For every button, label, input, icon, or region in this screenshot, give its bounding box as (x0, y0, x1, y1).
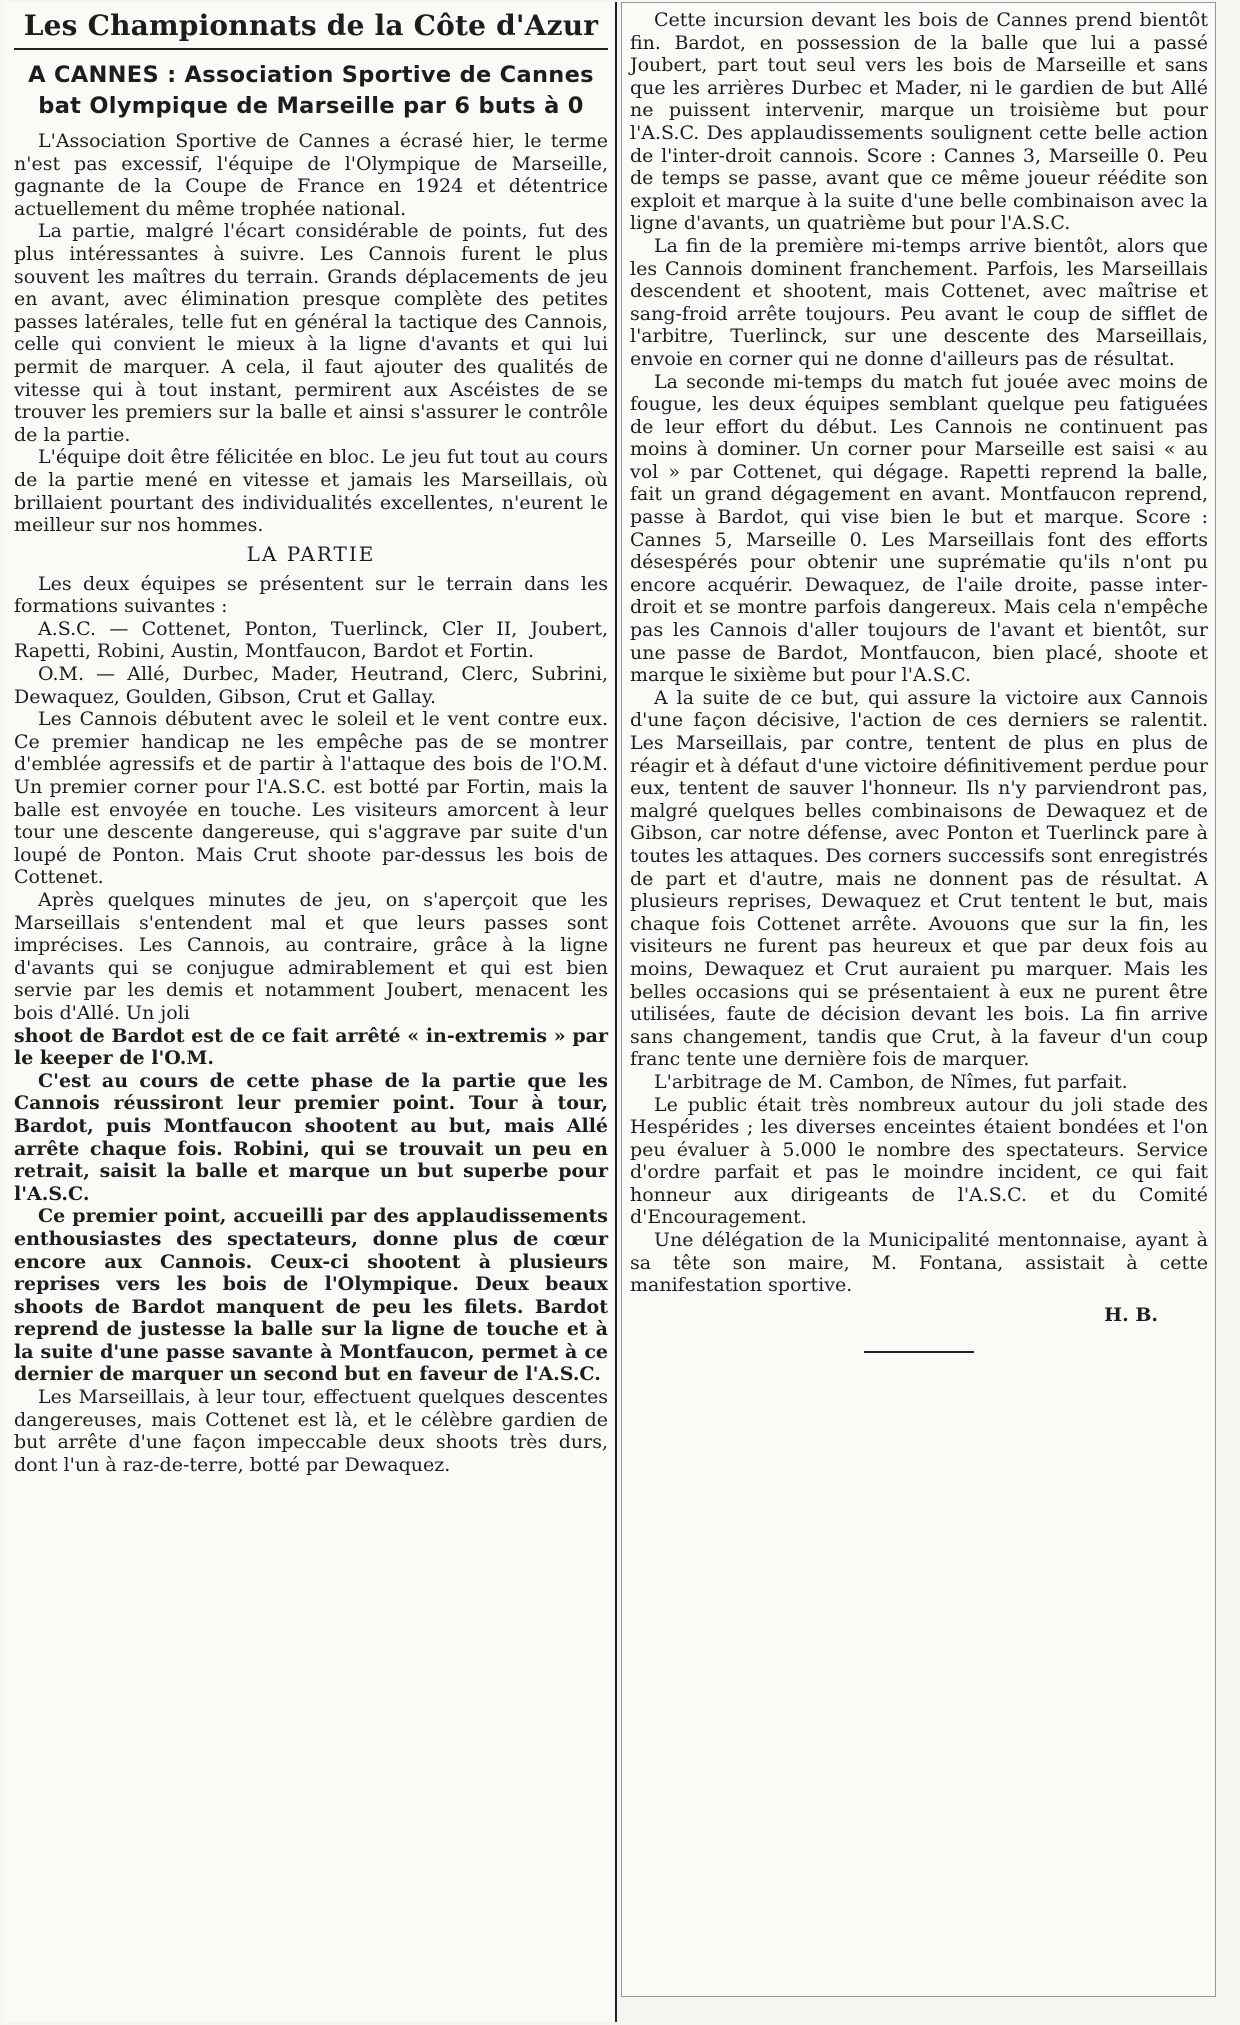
paragraph: Les Cannois débutent avec le soleil et le vent contre eux. Ce premier handicap ne les empêche pas de se montrer d'emblée agressifs et de partir à l'attaque des bois de l'O.M. Un premier corner pour l'A.S.C. est botté par Fortin, mais la balle est envoyée en touche. Les visiteurs amorcent à leur tour une descente dangereuse, qui s'aggrave par suite d'un loupé de Ponton. Mais Crut shoote par-dessus les bois de Cottenet. (14, 708, 608, 889)
right-clipping (621, 2, 1216, 1997)
paragraph: La seconde mi-temps du match fut jouée avec moins de fougue, les deux équipes semblant quelque peu fatiguées de leur effort du début. Les Cannois ne continuent pas moins à dominer. Un corner pour Marseille est saisi « au vol » par Cottenet, qui dégage. Rapetti reprend la balle, fait un grand dégagement en avant. Montfaucon reprend, passe à Bardot, qui vise bien le but et marque. Score : Cannes 5, Marseille 0. Les Marseillais font des efforts désespérés pour obtenir une suprématie qu'ils n'ont pu encore acquérir. Dewaquez, de l'aile droite, passe inter-droit et se montre parfois dangereux. Mais cela n'empêche pas les Cannois d'aller toujours de l'avant et bientôt, sur une passe de Bardot, Montfaucon, bien placé, shoote et marque le sixième but pour l'A.S.C. (630, 370, 1208, 687)
paragraph: Les deux équipes se présentent sur le terrain dans les formations suivantes : (14, 572, 608, 618)
paragraph: La partie, malgré l'écart considérable de points, fut des plus intéressantes à suivre. Les Cannois furent le plus souvent les maîtres du terrain. Grands déplacements de jeu en avant, avec élimination presque complète des petites passes latérales, telle fut en général la tactique des Cannois, celle qui convient le mieux à la ligne d'avants et qui lui permit de marquer. A cela, il faut ajouter des qualités de vitesse qui à tout instant, permirent aux Ascéistes de se trouver les premiers sur la balle et ainsi s'assurer le contrôle de la partie. (14, 220, 608, 446)
left-clipping (4, 2, 617, 2022)
paragraph: L'arbitrage de M. Cambon, de Nîmes, fut parfait. (654, 1070, 1128, 1093)
left-column (14, 8, 608, 1476)
end-rule (864, 1351, 974, 1353)
paragraph: La fin de la première mi-temps arrive bientôt, alors que les Cannois dominent franchement. Parfois, les Marseillais descendent et shootent, mais Cottenet, avec maîtrise et sang-froid arrête toujours. Peu avant le coup de sifflet de l'arbitre, Tuerlinck, sur une descente des Marseillais, envoie en corner qui ne donne d'ailleurs pas de résultat. (630, 234, 1208, 370)
article-subtitle: A CANNES : Association Sportive de Cannes bat Olympique de Marseille par 6 buts à 0 (28, 62, 594, 119)
section-heading: LA PARTIE (246, 541, 376, 566)
paragraph: L'Association Sportive de Cannes a écrasé hier, le terme n'est pas excessif, l'équipe de l'Olympique de Marseille, gagnante de la Coupe de France en 1924 et détentrice actuellement du même trophée national. (14, 130, 608, 220)
article-title: Les Championnats de la Côte d'Azur (14, 8, 608, 50)
paragraph: A la suite de ce but, qui assure la victoire aux Cannois d'une façon décisive, l'action de ces derniers se ralentit. Les Marseillais, par contre, tentent de plus en plus de réagir et à défaut d'une victoire définitivement perdue pour eux, tentent de sauver l'honneur. Ils n'y parviendront pas, malgré quelques belles combinaisons de Dewaquez et de Gibson, car notre défense, avec Ponton et Tuerlinck pare à toutes les attaques. Des corners successifs sont enregistrés de part et d'autre, mais ne donnent pas de résultat. A plusieurs reprises, Dewaquez et Crut tentent le but, mais chaque fois Cottenet arrête. Avouons que sur la fin, les visiteurs ne furent pas heureux et que par deux fois au moins, Dewaquez et Crut auraient pu marquer. Mais les belles occasions qui se présentaient à eux ne purent être utilisées, faute de décision devant les bois. La fin arrive sans changement, tandis que Crut, à la faveur d'un coup franc tente une dernière fois de marquer. (630, 686, 1208, 1071)
paragraph: L'équipe doit être félicitée en bloc. Le jeu fut tout au cours de la partie mené en vitesse et jamais les Marseillais, où brillaient pourtant des individualités excellentes, n'eurent le meilleur sur nos hommes. (14, 446, 608, 537)
paragraph: Après quelques minutes de jeu, on s'aperçoit que les Marseillais s'entendent mal et que leurs passes sont imprécises. Les Cannois, au contraire, grâce à la ligne d'avants qui se conjugue admirablement et qui est bien servie par les demis et notamment Joubert, menacent les bois d'Allé. Un joli (14, 889, 608, 1024)
bold-paragraph: C'est au cours de cette phase de la partie que les Cannois réussiront leur premier point. Tour à tour, Bardot, puis Montfaucon shootent au but, mais Allé arrête chaque fois. Robini, qui se trouvait un peu en retrait, saisit la balle et marque un but superbe pour l'A.S.C. (14, 1069, 608, 1205)
paragraph: Une délégation de la Municipalité mentonnaise, ayant à sa tête son maire, M. Fontana, assistait à cette manifestation sportive. (630, 1229, 1208, 1297)
bold-paragraph: Ce premier point, accueilli par des applaudissements enthousiastes des spectateurs, donne plus de cœur encore aux Cannois. Ceux-ci shootent à plusieurs reprises vers les bois de l'Olympique. Deux beaux shoots de Bardot manquent de peu les filets. Bardot reprend de justesse la balle sur la ligne de touche et à la suite d'une passe savante à Montfaucon, permet à ce dernier de marquer un second but en faveur de l'A.S.C. (14, 1205, 608, 1386)
team-lineup-om: O.M. — Allé, Durbec, Mader, Heutrand, Clerc, Subrini, Dewaquez, Goulden, Gibson, Crut et Gallay. (14, 663, 608, 708)
team-lineup-asc: A.S.C. — Cottenet, Ponton, Tuerlinck, Cler II, Joubert, Rapetti, Robini, Austin, Montfaucon, Bardot et Fortin. (14, 617, 608, 663)
bold-paragraph: shoot de Bardot est de ce fait arrêté « in-extremis » par le keeper de l'O.M. (14, 1024, 608, 1070)
paragraph: Les Marseillais, à leur tour, effectuent quelques descentes dangereuses, mais Cottenet est là, et le célèbre gardien de but arrête d'une façon impeccable deux shoots très durs, dont l'un à raz-de-terre, botté par Dewaquez. (14, 1386, 608, 1476)
paragraph: Cette incursion devant les bois de Cannes prend bientôt fin. Bardot, en possession de la balle que lui a passé Joubert, part tout seul vers les bois de Marseille et sans que les arrières Durbec et Mader, ni le gardien de but Allé ne puissent intervenir, marque un troisième but pour l'A.S.C. Des applaudissements soulignent cette belle action de l'inter-droit cannois. Score : Cannes 3, Marseille 0. Peu de temps se passe, avant que ce même joueur réédite son exploit et marque à la suite d'une belle combinaison avec la ligne d'avants, un quatrième but pour l'A.S.C. (630, 9, 1208, 235)
paragraph: Le public était très nombreux autour du joli stade des Hespérides ; les diverses enceintes étaient bondées et l'on peu évaluer à 5.000 le nombre des spectateurs. Service d'ordre parfait et pas le moindre incident, ce qui fait honneur aux dirigeants de l'A.S.C. et du Comité d'Encouragement. (630, 1093, 1208, 1229)
author-signature: H. B. (1104, 1303, 1158, 1326)
right-column (630, 9, 1208, 1353)
